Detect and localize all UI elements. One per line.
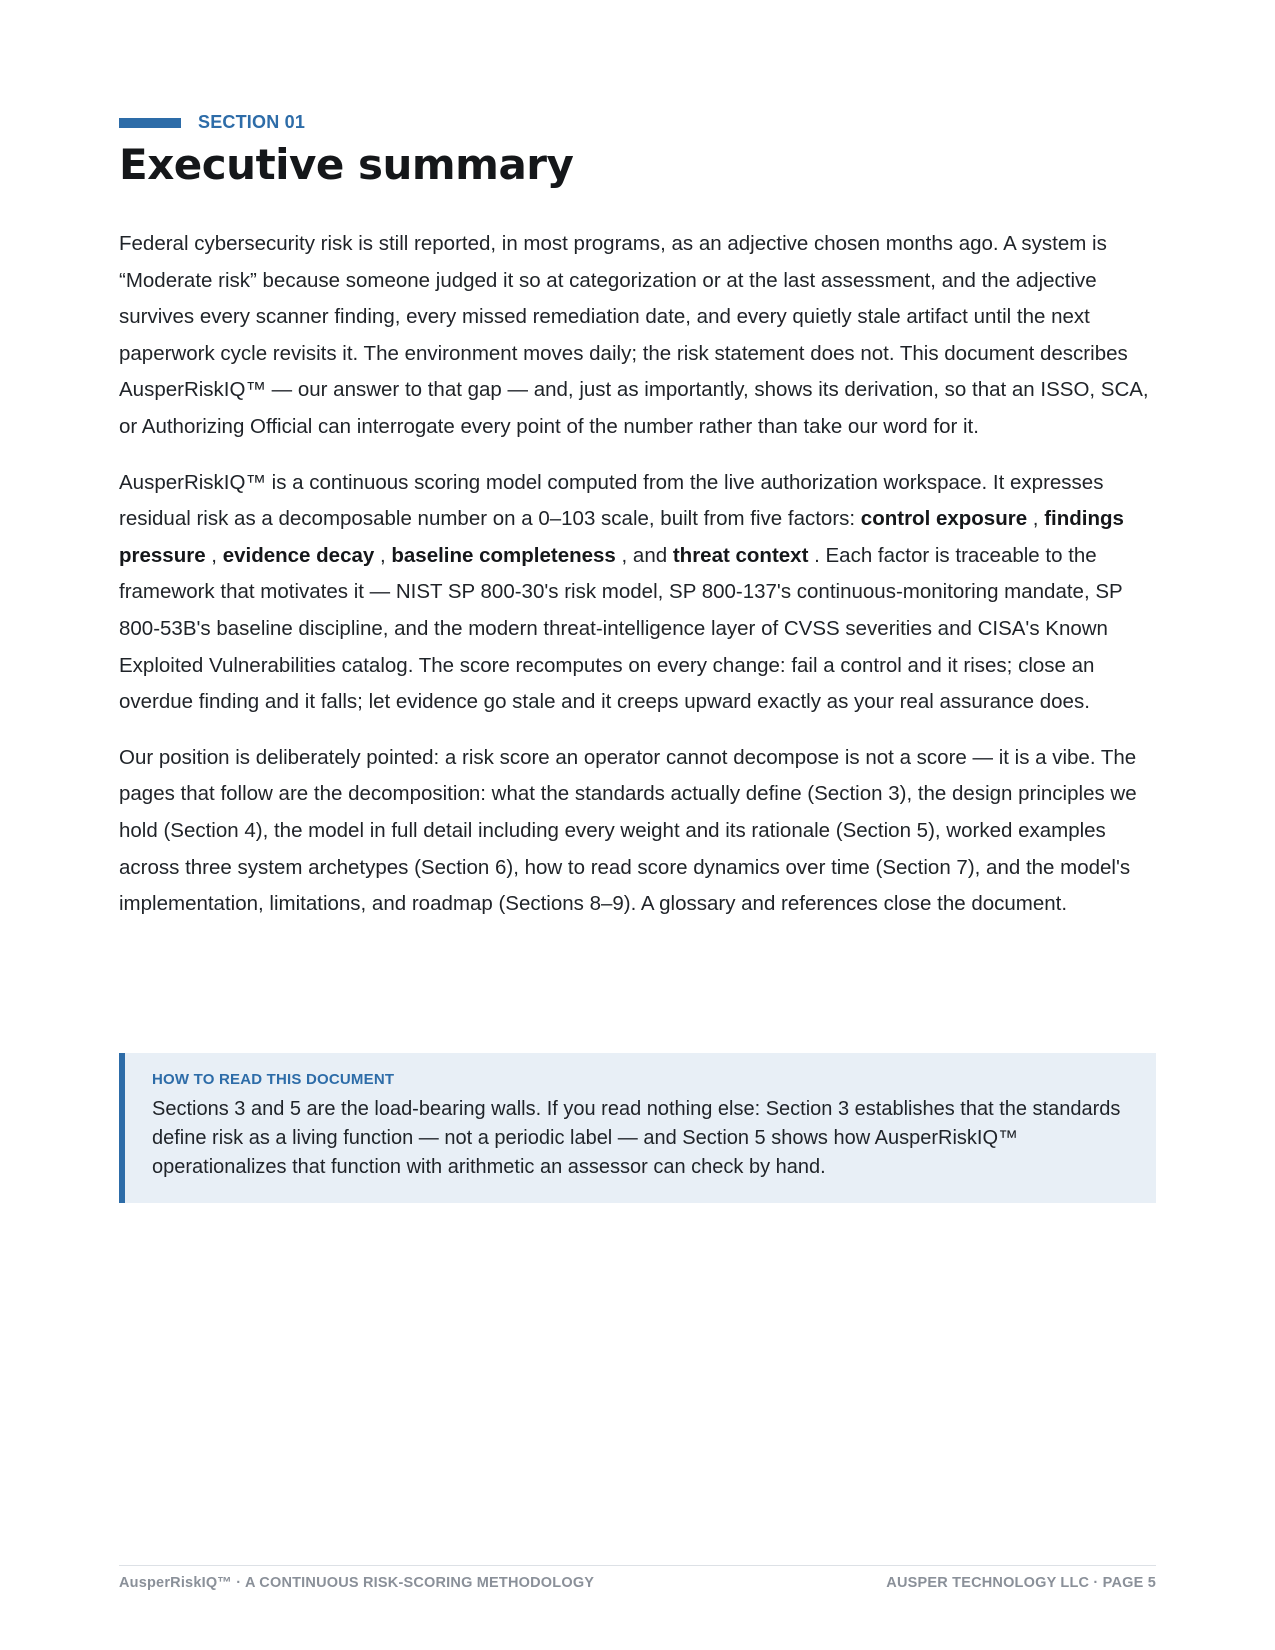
factor-evidence-decay: evidence decay [222, 543, 375, 567]
factor-threat-context: threat context [672, 543, 809, 567]
section-number: SECTION 01 [198, 112, 306, 132]
paragraph-2 [119, 465, 1156, 721]
section-label [119, 112, 305, 133]
separator: , [1027, 507, 1045, 531]
footer-document-title: AusperRiskIQ™ · A CONTINUOUS RISK-SCORING METHODOLOGY [119, 1575, 595, 1591]
paragraph-1: Federal cybersecurity risk is still reported, in most programs, as an adjective chosen months ago. A system is “Moderate risk” because someone judged it so at categorization or at the last assessment, and the adjective survives every scanner finding, every missed remediation date, and every quietly stale artifact until the next paperwork cycle revisits it. The environment moves daily; the risk statement does not. This document describes AusperRiskIQ™ — our answer to that gap — and, just as importantly, shows its derivation, so that an ISSO, SCA, or Authorizing Official can interrogate every point of the number rather than take our word for it. [119, 232, 1149, 438]
page-footer [119, 1565, 1156, 1591]
paragraph-3: Our position is deliberately pointed: a risk score an operator cannot decompose is not a score — it is a vibe. The pages that follow are the decomposition: what the standards actually define (Section 3), the design principles we hold (Section 4), the model in full detail including every weight and its rationale (Section 5), worked examples across three system archetypes (Section 6), how to read score dynamics over time (Section 7), and the model's implementation, limitations, and roadmap (Sections 8–9). A glossary and references close the document. [119, 745, 1137, 916]
paragraph-2-intro: AusperRiskIQ™ is a continuous scoring model computed from the live authorization workspace. It expresses residual risk as a decomposable number on a 0–103 scale, built from five factors: [119, 470, 1104, 531]
factor-baseline-completeness: baseline completeness [391, 543, 616, 567]
separator: , [374, 543, 392, 567]
callout-body: Sections 3 and 5 are the load-bearing walls. If you read nothing else: Section 3 establishes that the standards define risk as a living function — not a periodic label — and Section 5 shows how AusperRiskIQ™ operationalizes that function with arithmetic an assessor can check by hand. [152, 1098, 1121, 1178]
footer-page-number: AUSPER TECHNOLOGY LLC · PAGE 5 [886, 1575, 1156, 1591]
factor-control-exposure: control exposure [860, 507, 1028, 531]
paragraph-2-rest: . Each factor is traceable to the framework that motivates it — NIST SP 800-30's risk model, SP 800-137's continuous-monitoring mandate, SP 800-53B's baseline discipline, and the modern threat-intelligence layer of CVSS severities and CISA's Known Exploited Vulnerabilities catalog. The score recomputes on every change: fail a control and it rises; close an overdue finding and it falls; let evidence go stale and it creeps upward exactly as your real assurance does. [119, 543, 1123, 714]
separator: , [205, 543, 223, 567]
page-title: Executive summary [119, 140, 574, 189]
document-page [119, 0, 1156, 1650]
separator: , and [615, 543, 673, 567]
section-accent-bar [119, 118, 181, 128]
body-text [119, 226, 1156, 942]
factor-findings-pressure: findings pressure [119, 507, 1124, 567]
reading-guide-callout [119, 1053, 1156, 1203]
callout-heading: HOW TO READ THIS DOCUMENT [152, 1071, 395, 1088]
